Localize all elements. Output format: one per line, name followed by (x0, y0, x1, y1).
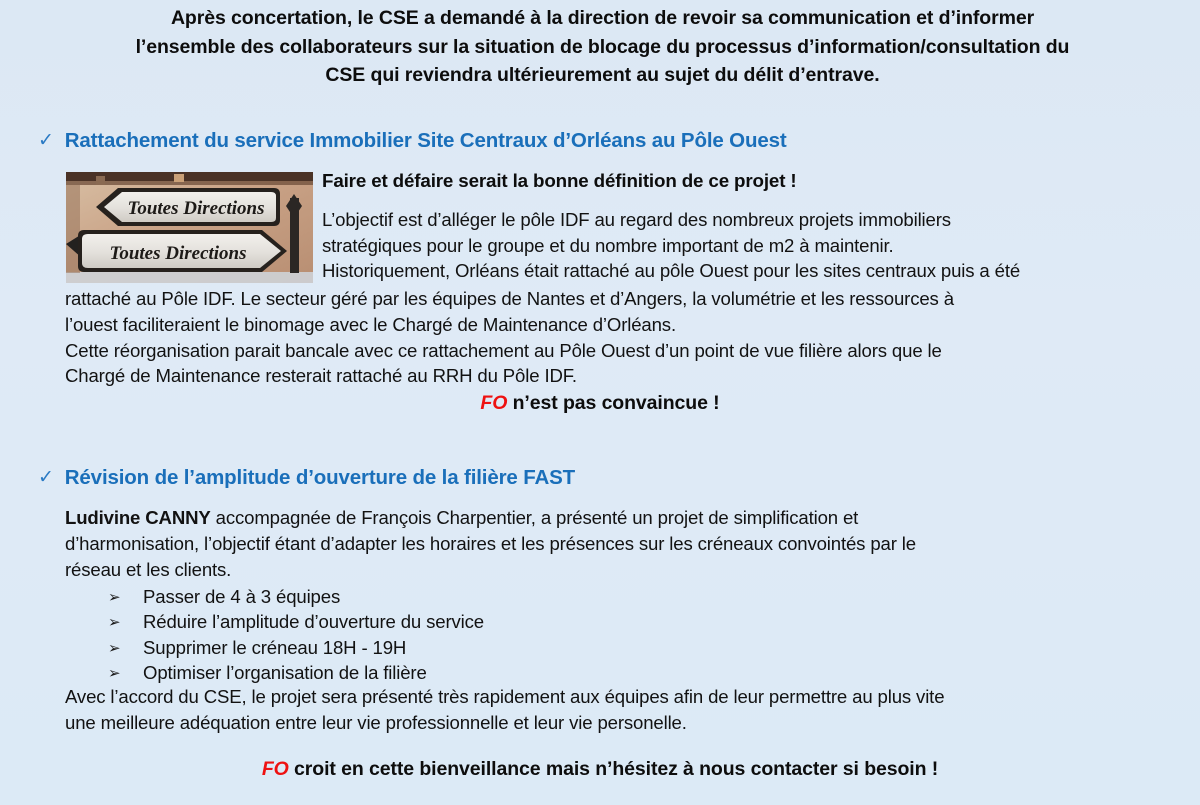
intro-line-1: Après concertation, le CSE a demandé à la direction de revoir sa communication et d’informer (170, 7, 1035, 29)
immobilier-cont-line-2: l’ouest faciliteraient le binomage avec le Chargé de Maintenance d’Orléans. (65, 313, 676, 335)
arrow-bullet-icon: ➢ (108, 614, 121, 632)
intro-paragraph (60, 4, 1145, 90)
section-heading-fast-label: Révision de l’amplitude d’ouverture de la filière FAST (64, 466, 575, 489)
fast-closing-line-1: Avec l’accord du CSE, le projet sera présenté très rapidement aux équipes afin de leur permettre au plus vite (65, 686, 945, 707)
fast-intro-text (65, 505, 1175, 582)
list-item-label: Supprimer le créneau 18H - 19H (143, 636, 407, 658)
arrow-bullet-icon: ➢ (108, 665, 121, 683)
fast-measures-list (108, 584, 484, 686)
immobilier-body-line-1: L’objectif est d’alléger le pôle IDF au regard des nombreux projets immobiliers (322, 208, 951, 230)
immobilier-continuation-text (65, 286, 1185, 389)
list-item (108, 609, 484, 634)
arrow-bullet-icon: ➢ (108, 639, 121, 657)
immobilier-lead-line: Faire et défaire serait la bonne définition de ce projet ! (322, 170, 797, 191)
presenter-name: Ludivine CANNY (65, 507, 211, 528)
fast-closing-text (65, 684, 1185, 736)
fo-slogan-fast (0, 758, 1200, 781)
section-heading-immobilier (38, 129, 787, 153)
checkmark-icon: ✓ (38, 130, 54, 151)
road-signs-photo (66, 172, 313, 283)
arrow-bullet-icon: ➢ (108, 589, 121, 606)
fast-intro-line-1 (65, 505, 1175, 531)
immobilier-cont-line-1: rattaché au Pôle IDF. Le secteur géré par les équipes de Nantes et d’Angers, la volumétrie et les ressources à (65, 288, 954, 309)
intro-line-2: l’ensemble des collaborateurs sur la situation de blocage du processus d’information/consultation du (135, 35, 1070, 58)
list-item (108, 660, 484, 685)
fo-brand-label: FO (261, 758, 289, 780)
road-signs-illustration (66, 172, 313, 283)
fo-slogan-immobilier-text: n’est pas convaincue ! (507, 392, 720, 414)
fast-intro-line-3: réseau et les clients. (65, 558, 232, 580)
immobilier-cont-line-3: Cette réorganisation parait bancale avec ce rattachement au Pôle Ouest d’un point de vue filière alors que le (65, 339, 942, 361)
list-item-label: Réduire l’amplitude d’ouverture du service (143, 611, 484, 633)
fast-closing-line-2: une meilleure adéquation entre leur vie professionnelle et leur vie personelle. (65, 711, 687, 733)
svg-text:Toutes Directions: Toutes Directions (109, 243, 247, 264)
section-heading-immobilier-label: Rattachement du service Immobilier Site Centraux d’Orléans au Pôle Ouest (64, 129, 787, 152)
immobilier-intro-text (322, 168, 1182, 284)
immobilier-cont-line-4: Chargé de Maintenance resterait rattaché au RRH du Pôle IDF. (65, 365, 577, 387)
fo-brand-label: FO (480, 392, 508, 414)
immobilier-body-line-3: Historiquement, Orléans était rattaché au pôle Ouest pour les sites centraux puis a été (322, 260, 1021, 282)
section-heading-fast (38, 466, 575, 490)
list-item-label: Optimiser l’organisation de la filière (143, 662, 427, 684)
fast-intro-line-2: d’harmonisation, l’objectif étant d’adapter les horaires et les présences sur les créneaux convointés par le (65, 532, 916, 554)
immobilier-body-line-2: stratégiques pour le groupe et du nombre important de m2 à maintenir. (322, 234, 894, 256)
list-item (108, 584, 484, 609)
fo-slogan-fast-text: croit en cette bienveillance mais n’hésitez à nous contacter si besoin ! (288, 758, 939, 780)
svg-text:Toutes Directions: Toutes Directions (127, 198, 265, 219)
list-item-label: Passer de 4 à 3 équipes (143, 586, 341, 607)
fo-slogan-immobilier (0, 392, 1200, 415)
list-item (108, 635, 484, 660)
checkmark-icon: ✓ (38, 467, 54, 488)
intro-line-3: CSE qui reviendra ultérieurement au sujet du délit d’entrave. (325, 64, 880, 86)
fast-intro-line-1-rest: accompagnée de François Charpentier, a présenté un projet de simplification et (210, 507, 859, 528)
